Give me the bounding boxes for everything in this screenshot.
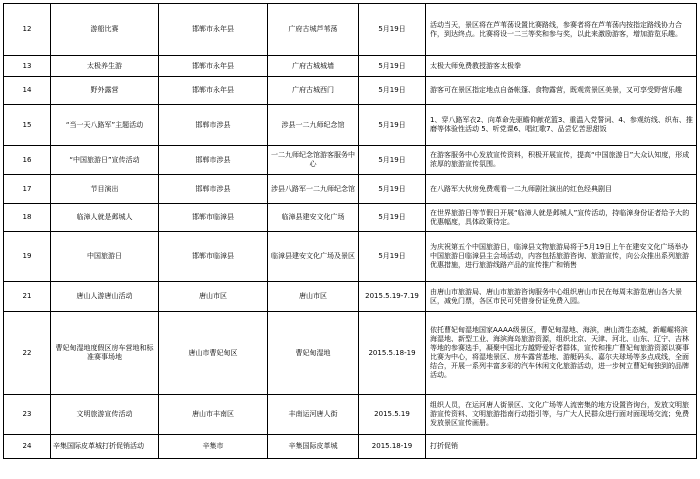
activity-name-cell: 临漳人就是邺城人 bbox=[51, 204, 159, 232]
table-row bbox=[4, 146, 697, 175]
region-cell: 邯郸市涉县 bbox=[159, 146, 268, 175]
activity-name-cell: 太极养生游 bbox=[51, 56, 159, 77]
date-cell: 5月19日 bbox=[359, 4, 426, 56]
venue-cell: 一二九师纪念馆游客服务中心 bbox=[268, 146, 359, 175]
table-row bbox=[4, 56, 697, 77]
region-cell: 唐山市区 bbox=[159, 282, 268, 312]
row-number-cell: 22 bbox=[4, 312, 51, 395]
activity-name-cell: 中国旅游日 bbox=[51, 232, 159, 282]
region-cell: 唐山市丰南区 bbox=[159, 395, 268, 435]
activity-name-cell: 唐山人游唐山活动 bbox=[51, 282, 159, 312]
activity-name-cell: 野外露营 bbox=[51, 77, 159, 105]
description-cell: 活动当天，景区将在芦苇荡设置比赛路线，参赛者将在芦苇荡内按指定路线协力合作，到达终点。比赛将设一二三等奖和参与奖，以此来激励游客，增加游览乐趣。 bbox=[426, 4, 697, 56]
venue-cell: 临漳县建安文化广场及景区 bbox=[268, 232, 359, 282]
activity-name-cell: 辛集国际皮革城打折促销活动 bbox=[51, 435, 159, 459]
table-row bbox=[4, 312, 697, 395]
activity-name-cell: 节目演出 bbox=[51, 175, 159, 204]
table-row bbox=[4, 204, 697, 232]
region-cell: 辛集市 bbox=[159, 435, 268, 459]
venue-cell: 广府古城城墙 bbox=[268, 56, 359, 77]
description-cell: 在八路军大伙房免费观看一二九师剧社演出的红色经典剧目 bbox=[426, 175, 697, 204]
description-cell: 在游客服务中心发放宣传资料，积极开展宣传，提高“中国旅游日”大众认知度，形成浓厚的旅游宣传氛围。 bbox=[426, 146, 697, 175]
table-row bbox=[4, 232, 697, 282]
date-cell: 2015.5.18-19 bbox=[359, 312, 426, 395]
row-number-cell: 17 bbox=[4, 175, 51, 204]
description-cell: 在世界旅游日等节假日开展“临漳人就是邺城人”宣传活动，持临漳身份证者给予大的优惠幅度，具体政策待定。 bbox=[426, 204, 697, 232]
date-cell: 5月19日 bbox=[359, 56, 426, 77]
description-cell: 游客可在景区指定地点自备帐篷、食物露营，既观赏景区美景，又可享受野营乐趣 bbox=[426, 77, 697, 105]
activity-table-page bbox=[3, 3, 696, 477]
activity-table-body bbox=[4, 4, 697, 459]
venue-cell: 丰南运河唐人街 bbox=[268, 395, 359, 435]
region-cell: 邯郸市临漳县 bbox=[159, 204, 268, 232]
row-number-cell: 18 bbox=[4, 204, 51, 232]
region-cell: 唐山市曹妃甸区 bbox=[159, 312, 268, 395]
activity-name-cell: “中国旅游日”宣传活动 bbox=[51, 146, 159, 175]
table-row bbox=[4, 175, 697, 204]
row-number-cell: 21 bbox=[4, 282, 51, 312]
venue-cell: 曹妃甸湿地 bbox=[268, 312, 359, 395]
region-cell: 邯郸市临漳县 bbox=[159, 232, 268, 282]
activity-name-cell: “当一天八路军”主题活动 bbox=[51, 105, 159, 146]
description-cell: 太极大师免费教授游客太极拳 bbox=[426, 56, 697, 77]
table-row bbox=[4, 435, 697, 459]
row-number-cell: 12 bbox=[4, 4, 51, 56]
venue-cell: 涉县八路军一二九师纪念馆 bbox=[268, 175, 359, 204]
row-number-cell: 23 bbox=[4, 395, 51, 435]
activity-table bbox=[3, 3, 697, 459]
date-cell: 5月19日 bbox=[359, 232, 426, 282]
venue-cell: 临漳县建安文化广场 bbox=[268, 204, 359, 232]
description-cell: 由唐山市旅游局、唐山市旅游咨询服务中心组织唐山市民在每周末游览唐山各大景区，减免门票，各区市民可凭借身份证免费入园。 bbox=[426, 282, 697, 312]
row-number-cell: 24 bbox=[4, 435, 51, 459]
venue-cell: 广府古城西门 bbox=[268, 77, 359, 105]
table-row bbox=[4, 4, 697, 56]
row-number-cell: 14 bbox=[4, 77, 51, 105]
description-cell: 依托曹妃甸湿地国家AAAA级景区，曹妃甸湿地、海滨，唐山湾生态城，新崛崛将滨海湿地、新型工业、海滨海岛旅游资源，组织北京、天津、河北、山东、辽宁、吉林等地的参赛选手，凝聚中国北方越野爱好者群体，宣传和推广曹妃甸旅游资源以赛事比赛为中心，将湿地景区、房车露营基地、游艇码头、嘉尔夫球场等多点成线，全面结合，开展一系列丰富多彩的汽车休闲文化旅游活动，进一步树立曹妃甸独到的品牌活动。 bbox=[426, 312, 697, 395]
venue-cell: 涉县一二九师纪念馆 bbox=[268, 105, 359, 146]
date-cell: 2015.18-19 bbox=[359, 435, 426, 459]
date-cell: 5月19日 bbox=[359, 204, 426, 232]
venue-cell: 唐山市区 bbox=[268, 282, 359, 312]
description-cell: 1、穿八路军衣2、向革命先驱瞻仰献花篮3、重温入党誓词、4、参观纺线、织布、推磨等体验性活动 5、听党课6、唱红歌7、品尝忆苦思甜饭 bbox=[426, 105, 697, 146]
description-cell: 组织人员，在运河唐人街景区、文化广场等人流密集的地方设置咨询台，发放文明旅游宣传资料、文明旅游指南行动指引等，与广大人民群众进行面对面现场交流；免费发放景区宣传画册。 bbox=[426, 395, 697, 435]
row-number-cell: 15 bbox=[4, 105, 51, 146]
date-cell: 5月19日 bbox=[359, 146, 426, 175]
table-row bbox=[4, 77, 697, 105]
description-cell: 打折促销 bbox=[426, 435, 697, 459]
table-row bbox=[4, 105, 697, 146]
date-cell: 5月19日 bbox=[359, 77, 426, 105]
region-cell: 邯郸市涉县 bbox=[159, 175, 268, 204]
region-cell: 邯郸市永年县 bbox=[159, 4, 268, 56]
activity-name-cell: 曹妃甸湿地度假区房车营地和标准赛事场地 bbox=[51, 312, 159, 395]
table-row bbox=[4, 282, 697, 312]
region-cell: 邯郸市涉县 bbox=[159, 105, 268, 146]
row-number-cell: 19 bbox=[4, 232, 51, 282]
date-cell: 2015.5.19 bbox=[359, 395, 426, 435]
region-cell: 邯郸市永年县 bbox=[159, 56, 268, 77]
activity-name-cell: 文明旅游宣传活动 bbox=[51, 395, 159, 435]
table-row bbox=[4, 395, 697, 435]
activity-name-cell: 游船比赛 bbox=[51, 4, 159, 56]
date-cell: 5月19日 bbox=[359, 175, 426, 204]
venue-cell: 辛集国际皮革城 bbox=[268, 435, 359, 459]
region-cell: 邯郸市永年县 bbox=[159, 77, 268, 105]
description-cell: 为庆祝第五个中国旅游日，临漳县文物旅游局将于5月19日上午在建安文化广场举办中国旅游日临漳县主会场活动，内容包括旅游咨询、旅游宣传，向公众推出系列旅游优惠措施，进行旅游线路产品的宣传推广和销售 bbox=[426, 232, 697, 282]
venue-cell: 广府古城芦苇荡 bbox=[268, 4, 359, 56]
date-cell: 2015.5.19-7.19 bbox=[359, 282, 426, 312]
row-number-cell: 13 bbox=[4, 56, 51, 77]
row-number-cell: 16 bbox=[4, 146, 51, 175]
date-cell: 5月19日 bbox=[359, 105, 426, 146]
